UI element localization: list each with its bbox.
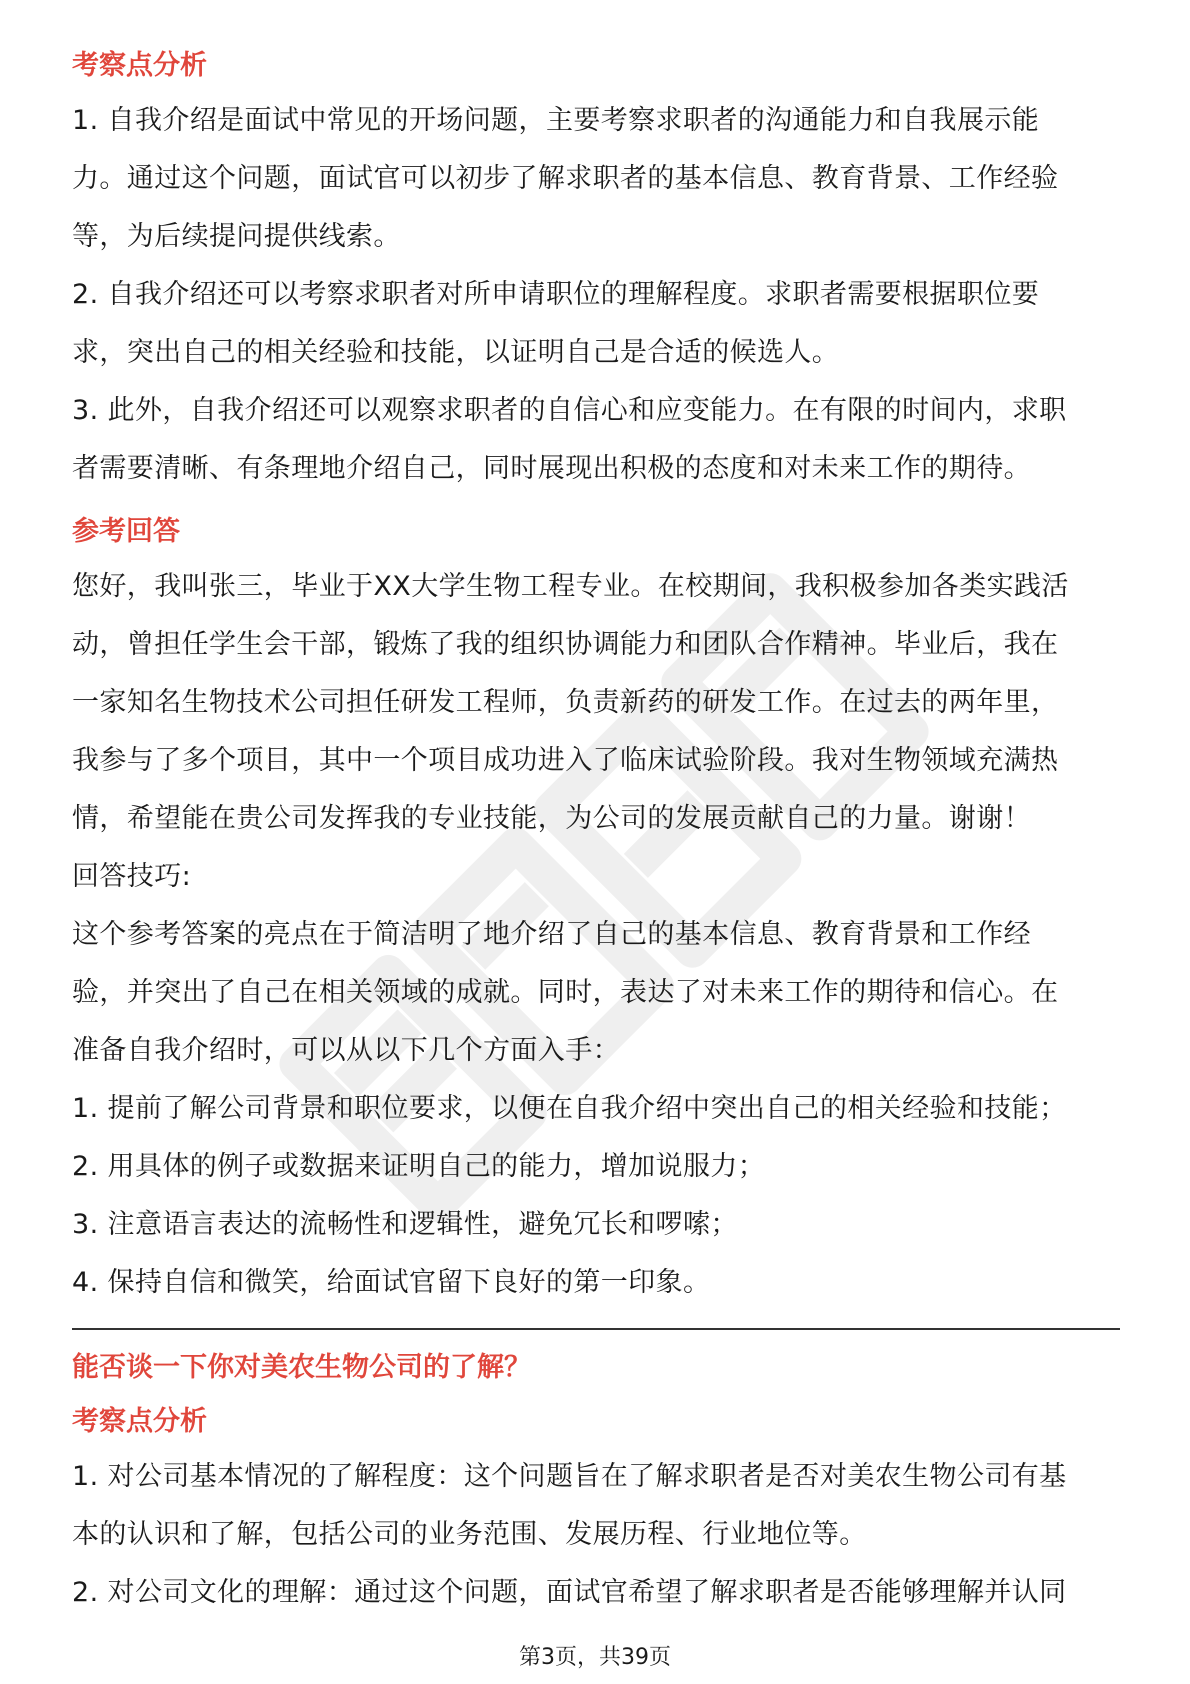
analysis-heading: 考察点分析 (72, 1406, 207, 1437)
paragraph-line: 回答技巧: (72, 861, 192, 892)
paragraph-line: 3. 注意语言表达的流畅性和逻辑性，避免冗长和啰嗦； (72, 1209, 738, 1240)
paragraph-line: 情，希望能在贵公司发挥我的专业技能，为公司的发展贡献自己的力量。谢谢！ (72, 803, 1031, 834)
paragraph-line: 力。通过这个问题，面试官可以初步了解求职者的基本信息、教育背景、工作经验 (72, 163, 1059, 194)
paragraph-line: 4. 保持自信和微笑，给面试官留下良好的第一印象。 (72, 1267, 711, 1298)
answer-body (72, 558, 1120, 1312)
paragraph-line: 3. 此外，自我介绍还可以观察求职者的自信心和应变能力。在有限的时间内，求职 (72, 395, 1067, 426)
paragraph-line: 者需要清晰、有条理地介绍自己，同时展现出积极的态度和对未来工作的期待。 (72, 453, 1031, 484)
analysis-heading: 考察点分析 (72, 50, 207, 81)
paragraph-line: 我参与了多个项目，其中一个项目成功进入了临床试验阶段。我对生物领域充满热 (72, 745, 1059, 776)
analysis-body (72, 1448, 1120, 1622)
paragraph-line: 等，为后续提问提供线索。 (72, 221, 401, 252)
paragraph-line: 一家知名生物技术公司担任研发工程师，负责新药的研发工作。在过去的两年里， (72, 687, 1059, 718)
document-page (72, 40, 1120, 1622)
answer-heading: 参考回答 (72, 516, 180, 547)
paragraph-line: 本的认识和了解，包括公司的业务范围、发展历程、行业地位等。 (72, 1519, 867, 1550)
paragraph-line: 1. 对公司基本情况的了解程度：这个问题旨在了解求职者是否对美农生物公司有基 (72, 1461, 1067, 1492)
paragraph-line: 验，并突出了自己在相关领域的成就。同时，表达了对未来工作的期待和信心。在 (72, 977, 1059, 1008)
paragraph-line: 求，突出自己的相关经验和技能，以证明自己是合适的候选人。 (72, 337, 840, 368)
paragraph-line: 2. 用具体的例子或数据来证明自己的能力，增加说服力； (72, 1151, 766, 1182)
question-title: 能否谈一下你对美农生物公司的了解？ (72, 1352, 531, 1383)
paragraph-line: 准备自我介绍时，可以从以下几个方面入手： (72, 1035, 620, 1066)
page-footer: 第3页，共39页 (519, 1645, 671, 1670)
analysis-body (72, 92, 1120, 498)
section-gap (72, 498, 1120, 506)
paragraph-line: 这个参考答案的亮点在于简洁明了地介绍了自己的基本信息、教育背景和工作经 (72, 919, 1031, 950)
paragraph-line: 动，曾担任学生会干部，锻炼了我的组织协调能力和团队合作精神。毕业后，我在 (72, 629, 1059, 660)
paragraph-line: 2. 对公司文化的理解：通过这个问题，面试官希望了解求职者是否能够理解并认同 (72, 1577, 1067, 1608)
paragraph-line: 您好，我叫张三，毕业于XX大学生物工程专业。在校期间，我积极参加各类实践活 (72, 571, 1069, 602)
section-divider (72, 1328, 1120, 1330)
paragraph-line: 2. 自我介绍还可以考察求职者对所申请职位的理解程度。求职者需要根据职位要 (72, 279, 1040, 310)
paragraph-line: 1. 提前了解公司背景和职位要求，以便在自我介绍中突出自己的相关经验和技能； (72, 1093, 1067, 1124)
paragraph-line: 1. 自我介绍是面试中常见的开场问题，主要考察求职者的沟通能力和自我展示能 (72, 105, 1040, 136)
